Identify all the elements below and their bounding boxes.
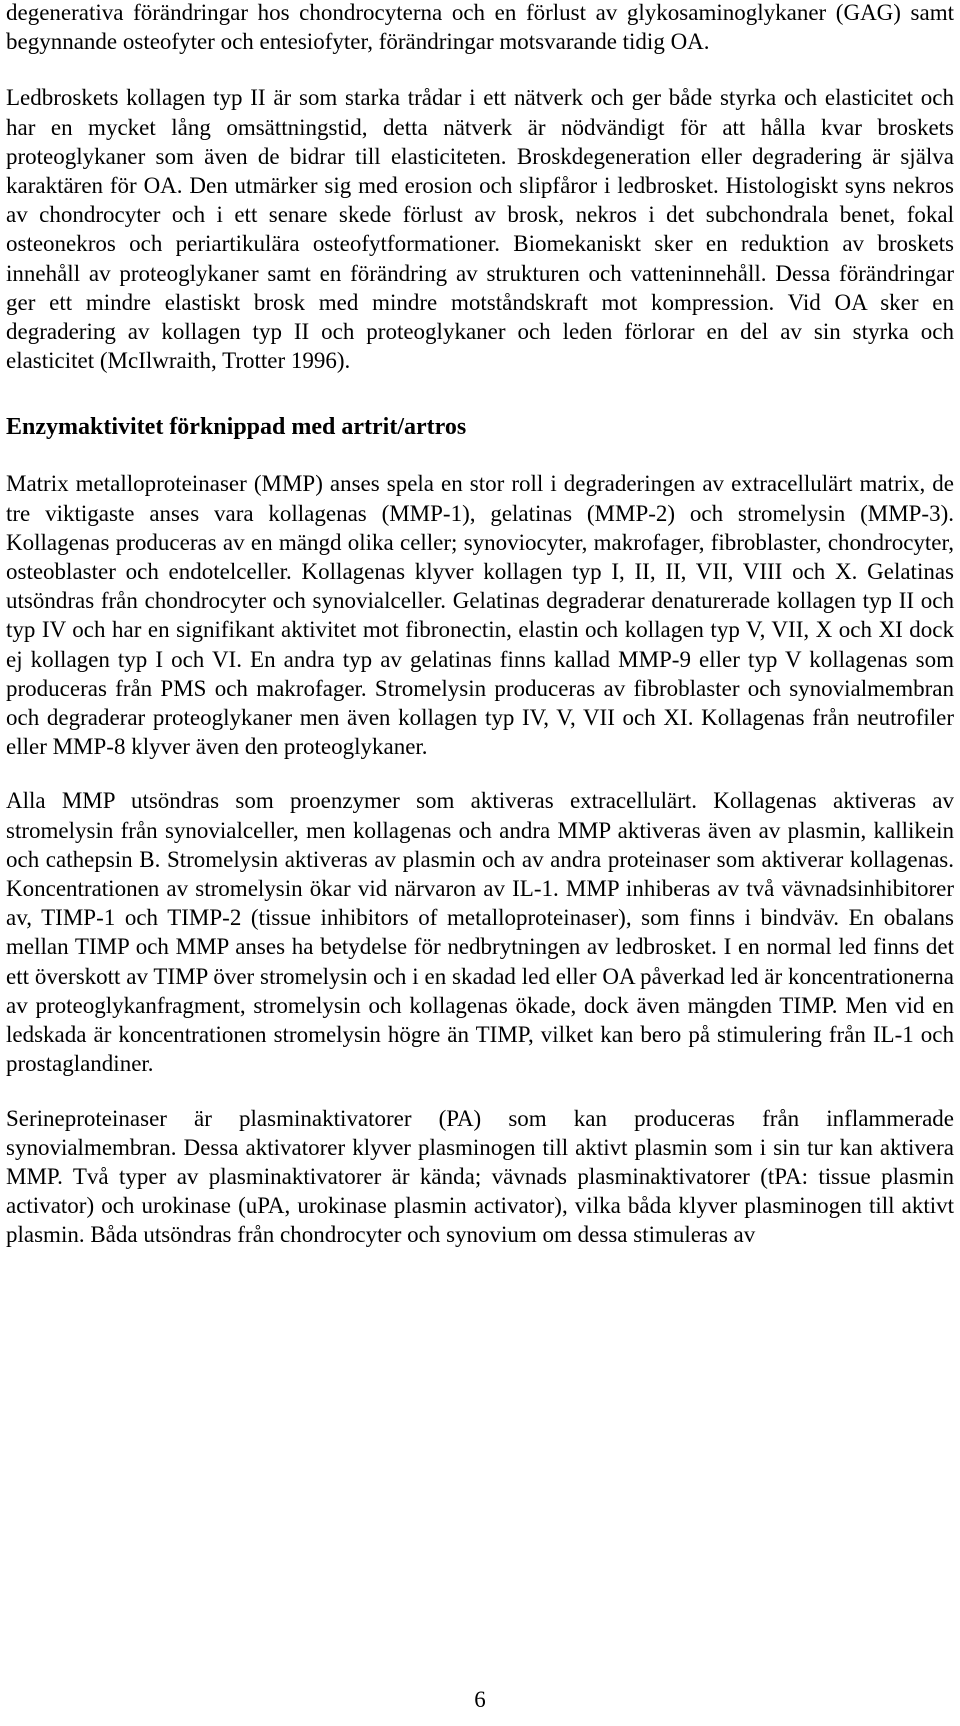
page-number: 6 [474, 1687, 486, 1712]
paragraph-plasmin-activators: Serineproteinaser är plasminaktivatorer (PA) som kan produceras från inflammerade synovialmembran. Dessa aktivatorer klyver plasminogen till aktivt plasmin som i sin tur kan aktivera MMP. Två typer av plasminaktivatorer är kända; vävnads plasminaktivatorer (tPA: tissue plasmin activator) och urokinase (uPA, urokinase plasmin activator), vilka båda klyver plasminogen till aktivt plasmin. Båda utsöndras från chondrocyter och synovium om dessa stimuleras av [6, 1105, 954, 1248]
paragraph-mmp-overview: Matrix metalloproteinaser (MMP) anses spela en stor roll i degraderingen av extracellulärt matrix, de tre viktigaste anses vara kollagenas (MMP-1), gelatinas (MMP-2) och stromelysin (MMP-3). Kollagenas produceras av en mängd olika celler; synoviocyter, makrofager, fibroblaster, chondrocyter, osteoblaster och endotelceller. Kollagenas klyver kollagen typ I, II, II, VII, VIII och X. Gelatinas utsöndras från chondrocyter och synovialceller. Gelatinas degraderar denaturerade kollagen typ II och typ IV och har en signifikant aktivitet mot fibronectin, elastin och kollagen typ V, VII, X och XI dock ej kollagen typ I och VI. En andra typ av gelatinas finns kallad MMP-9 eller typ V kollagenas som produceras från PMS och makrofager. Stromelysin produceras av fibroblaster och synovialmembran och degraderar proteoglykaner men även kollagen typ IV, V, VII och XI. Kollagenas från neutrofiler eller MMP-8 klyver även den proteoglykaner. [6, 471, 954, 760]
section-heading: Enzymaktivitet förknippad med artrit/artros [6, 414, 467, 441]
paragraph-continuation: degenerativa förändringar hos chondrocyterna och en förlust av glykosaminoglykaner (GAG) samt begynnande osteofyter och entesiofyter, förändringar motsvarande tidig OA. [6, 0, 954, 55]
paragraph-mmp-activation: Alla MMP utsöndras som proenzymer som aktiveras extracellulärt. Kollagenas aktiveras av stromelysin från synovialceller, men kollagenas och andra MMP aktiveras även av plasmin, kallikein och cathepsin B. Stromelysin aktiveras av plasmin och av andra proteinaser som aktiverar kollagenas. Koncentrationen av stromelysin ökar vid närvaron av IL-1. MMP inhiberas av två vävnadsinhibitorer av, TIMP-1 och TIMP-2 (tissue inhibitors of metalloproteinaser), som finns i bindväv. En obalans mellan TIMP och MMP anses ha betydelse för nedbrytningen av ledbrosket. I en normal led finns det ett överskott av TIMP över stromelysin och i en skadad led eller OA påverkad led är koncentrationerna av proteoglykanfragment, stromelysin och kollagenas ökade, dock även mängden TIMP. Men vid en ledskada är koncentrationen stromelysin högre än TIMP, vilket kan bero på stimulering från IL-1 och prostaglandiner. [6, 788, 954, 1077]
document-page [6, 0, 954, 1250]
paragraph-cartilage-collagen: Ledbroskets kollagen typ II är som starka trådar i ett nätverk och ger både styrka och elasticitet och har en mycket lång omsättningstid, detta nätverk är nödvändigt för att hålla kvar broskets proteoglykaner som även de bidrar till elasticiteten. Broskdegeneration eller degradering är själva karaktären för OA. Den utmärker sig med erosion och slipfåror i ledbrosket. Histologiskt syns nekros av chondrocyter och i ett senare skede förlust av brosk, nekros i det subchondrala benet, fokal osteonekros och periartikulära osteofytformationer. Biomekaniskt sker en reduktion av broskets innehåll av proteoglykaner samt en förändring av strukturen och vatteninnehåll. Dessa förändringar ger ett mindre elastiskt brosk med mindre motståndskraft mot kompression. Vid OA sker en degradering av kollagen typ II och proteoglykaner och leden förlorar en del av sin styrka och elasticitet (McIlwraith, Trotter 1996). [6, 85, 954, 374]
